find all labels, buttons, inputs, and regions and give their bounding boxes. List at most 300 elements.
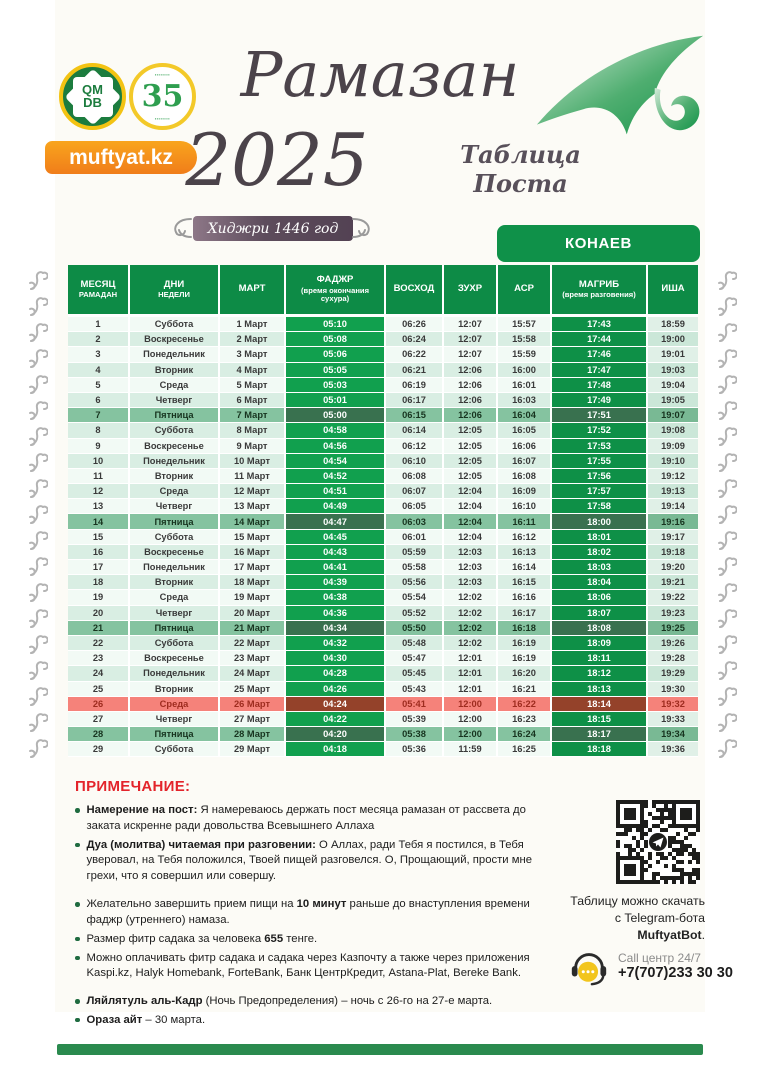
table-cell: 06:22 xyxy=(386,347,444,362)
table-cell: 12:07 xyxy=(444,317,498,332)
table-cell: 19:22 xyxy=(648,590,698,605)
table-cell: 14 xyxy=(68,514,130,529)
table-cell: 16:24 xyxy=(498,727,552,742)
table-cell: 7 xyxy=(68,408,130,423)
table-cell: 17 xyxy=(68,560,130,575)
table-cell: 05:45 xyxy=(386,666,444,681)
table-cell: 16 Март xyxy=(220,545,286,560)
table-cell: 04:54 xyxy=(286,454,386,469)
table-cell: Вторник xyxy=(130,363,220,378)
table-cell: 19:36 xyxy=(648,742,698,757)
table-cell: 05:59 xyxy=(386,545,444,560)
table-cell: 12:06 xyxy=(444,363,498,378)
table-cell: 05:41 xyxy=(386,697,444,712)
table-header-cell: МЕСЯЦ РАМАДАН xyxy=(68,265,130,317)
table-cell: 12:06 xyxy=(444,378,498,393)
call-center-label: Call центр 24/7 xyxy=(618,951,701,965)
logo-arc-text: ▪▪▪▪▪▪▪▪ xyxy=(154,72,171,77)
table-cell: 05:43 xyxy=(386,682,444,697)
table-cell: 12:01 xyxy=(444,682,498,697)
table-cell: 28 Март xyxy=(220,727,286,742)
table-cell: 17:56 xyxy=(552,469,648,484)
table-cell: 21 Март xyxy=(220,621,286,636)
table-cell: 16:12 xyxy=(498,530,552,545)
telegram-bot-name: MuftyatBot xyxy=(637,927,702,942)
note-item xyxy=(75,932,555,948)
table-cell: 05:56 xyxy=(386,575,444,590)
table-cell: 3 xyxy=(68,347,130,362)
table-cell: 17:55 xyxy=(552,454,648,469)
table-cell: 06:01 xyxy=(386,530,444,545)
table-cell: 16:14 xyxy=(498,560,552,575)
table-cell: Четверг xyxy=(130,606,220,621)
table-cell: 19:25 xyxy=(648,621,698,636)
table-cell: 19:30 xyxy=(648,682,698,697)
table-cell: Воскресенье xyxy=(130,332,220,347)
table-cell: 26 Март xyxy=(220,697,286,712)
notes-section xyxy=(75,778,555,1032)
note-text: Ляйлятуль аль-Кадр (Ночь Предопределения) – ночь с 26-го на 27-е марта. xyxy=(86,995,493,1008)
note-item xyxy=(75,951,555,983)
table-cell: 19:29 xyxy=(648,666,698,681)
table-cell: 16:23 xyxy=(498,712,552,727)
table-cell: 05:48 xyxy=(386,636,444,651)
table-cell: 17:53 xyxy=(552,439,648,454)
table-cell: 9 Март xyxy=(220,439,286,454)
table-cell: 2 Март xyxy=(220,332,286,347)
table-cell: 19:34 xyxy=(648,727,698,742)
table-cell: 11 xyxy=(68,469,130,484)
table-cell: 17:58 xyxy=(552,499,648,514)
note-item xyxy=(75,994,555,1010)
table-header-cell: ДНИ НЕДЕЛИ xyxy=(130,265,220,317)
table-cell: Суббота xyxy=(130,530,220,545)
table-cell: 04:28 xyxy=(286,666,386,681)
green-swoosh-ornament xyxy=(533,26,707,146)
table-cell: 16:07 xyxy=(498,454,552,469)
table-cell: 17:57 xyxy=(552,484,648,499)
table-cell: 16:19 xyxy=(498,636,552,651)
table-cell: 12:02 xyxy=(444,621,498,636)
telegram-line1: Таблицу можно скачать xyxy=(570,894,705,908)
table-cell: Суббота xyxy=(130,742,220,757)
table-cell: 18:13 xyxy=(552,682,648,697)
table-cell: 3 Март xyxy=(220,347,286,362)
qmdb-logo xyxy=(59,63,126,130)
table-cell: 04:26 xyxy=(286,682,386,697)
table-cell: 4 Март xyxy=(220,363,286,378)
table-cell: 06:26 xyxy=(386,317,444,332)
table-cell: 19:20 xyxy=(648,560,698,575)
table-cell: 12:07 xyxy=(444,332,498,347)
table-cell: Среда xyxy=(130,378,220,393)
table-cell: 18:06 xyxy=(552,590,648,605)
table-cell: 20 Март xyxy=(220,606,286,621)
table-cell: 18:09 xyxy=(552,636,648,651)
table-cell: 04:45 xyxy=(286,530,386,545)
table-cell: 19 xyxy=(68,590,130,605)
table-cell: 19:07 xyxy=(648,408,698,423)
table-cell: 12:02 xyxy=(444,636,498,651)
table-cell: 23 Март xyxy=(220,651,286,666)
table-cell: 13 xyxy=(68,499,130,514)
table-cell: 18:03 xyxy=(552,560,648,575)
table-cell: 05:50 xyxy=(386,621,444,636)
table-cell: 05:36 xyxy=(386,742,444,757)
table-cell: 04:38 xyxy=(286,590,386,605)
table-cell: 1 Март xyxy=(220,317,286,332)
table-cell: 19:12 xyxy=(648,469,698,484)
table-cell: 19:01 xyxy=(648,347,698,362)
table-cell: 12:01 xyxy=(444,651,498,666)
table-cell: 19:09 xyxy=(648,439,698,454)
telegram-qr-code xyxy=(616,800,700,884)
table-cell: 28 xyxy=(68,727,130,742)
fasting-schedule-table xyxy=(68,265,698,757)
table-cell: 04:36 xyxy=(286,606,386,621)
table-cell: Среда xyxy=(130,484,220,499)
table-cell: 24 xyxy=(68,666,130,681)
table-cell: 4 xyxy=(68,363,130,378)
table-cell: Понедельник xyxy=(130,560,220,575)
table-cell: 12:00 xyxy=(444,727,498,742)
table-cell: 12 xyxy=(68,484,130,499)
bullet-dot xyxy=(75,808,80,813)
table-header-cell: МАГРИБ (время разговения) xyxy=(552,265,648,317)
table-cell: 19:14 xyxy=(648,499,698,514)
table-cell: 16:09 xyxy=(498,484,552,499)
table-cell: 16:08 xyxy=(498,469,552,484)
city-button[interactable]: КОНАЕВ xyxy=(497,225,700,262)
table-cell: 04:39 xyxy=(286,575,386,590)
table-cell: Понедельник xyxy=(130,666,220,681)
table-cell: 16:04 xyxy=(498,408,552,423)
table-cell: 27 Март xyxy=(220,712,286,727)
bullet-dot xyxy=(75,999,80,1004)
table-cell: 17:49 xyxy=(552,393,648,408)
qmdb-logo-text: QM DB xyxy=(82,82,103,110)
table-cell: Четверг xyxy=(130,499,220,514)
table-cell: Воскресенье xyxy=(130,545,220,560)
table-cell: 04:52 xyxy=(286,469,386,484)
table-cell: 05:08 xyxy=(286,332,386,347)
table-header-cell: МАРТ xyxy=(220,265,286,317)
table-cell: 18:17 xyxy=(552,727,648,742)
table-cell: 16:03 xyxy=(498,393,552,408)
table-cell: 05:10 xyxy=(286,317,386,332)
table-cell: 15 xyxy=(68,530,130,545)
table-cell: 6 xyxy=(68,393,130,408)
table-cell: 18:18 xyxy=(552,742,648,757)
table-cell: 17:48 xyxy=(552,378,648,393)
table-cell: 05:39 xyxy=(386,712,444,727)
table-cell: 04:34 xyxy=(286,621,386,636)
table-cell: 15 Март xyxy=(220,530,286,545)
table-cell: 15:57 xyxy=(498,317,552,332)
year-title: 2025 xyxy=(185,118,369,202)
table-cell: Среда xyxy=(130,697,220,712)
table-cell: 19:16 xyxy=(648,514,698,529)
table-cell: 12:00 xyxy=(444,712,498,727)
table-cell: 7 Март xyxy=(220,408,286,423)
table-cell: 16:18 xyxy=(498,621,552,636)
logo-arc-text: ▪▪▪▪▪▪▪▪ xyxy=(154,116,171,121)
table-cell: 04:49 xyxy=(286,499,386,514)
table-cell: 16:10 xyxy=(498,499,552,514)
table-cell: 04:24 xyxy=(286,697,386,712)
table-cell: 04:22 xyxy=(286,712,386,727)
table-cell: 22 xyxy=(68,636,130,651)
table-cell: 05:00 xyxy=(286,408,386,423)
table-cell: 18:59 xyxy=(648,317,698,332)
table-cell: 19:10 xyxy=(648,454,698,469)
table-cell: 29 Март xyxy=(220,742,286,757)
table-cell: 15:58 xyxy=(498,332,552,347)
table-cell: Пятница xyxy=(130,727,220,742)
table-cell: 12:03 xyxy=(444,545,498,560)
table-cell: 18 Март xyxy=(220,575,286,590)
table-cell: 12:01 xyxy=(444,666,498,681)
table-cell: 06:14 xyxy=(386,423,444,438)
table-cell: Вторник xyxy=(130,469,220,484)
ribbon-flourish-left xyxy=(166,213,192,243)
table-cell: 06:12 xyxy=(386,439,444,454)
table-cell: 16:25 xyxy=(498,742,552,757)
table-cell: 19:18 xyxy=(648,545,698,560)
table-cell: 12:00 xyxy=(444,697,498,712)
table-header-cell: ИША xyxy=(648,265,698,317)
table-cell: 16:00 xyxy=(498,363,552,378)
table-cell: 17:43 xyxy=(552,317,648,332)
table-cell: Суббота xyxy=(130,423,220,438)
table-cell: 16:15 xyxy=(498,575,552,590)
table-cell: 25 Март xyxy=(220,682,286,697)
table-cell: 16:01 xyxy=(498,378,552,393)
table-header-cell: ФАДЖР (время окончания сухура) xyxy=(286,265,386,317)
telegram-line2: с Telegram-бота xyxy=(614,910,705,925)
table-cell: 05:52 xyxy=(386,606,444,621)
table-cell: 22 Март xyxy=(220,636,286,651)
table-cell: 11:59 xyxy=(444,742,498,757)
table-cell: 16:16 xyxy=(498,590,552,605)
table-cell: 8 xyxy=(68,423,130,438)
table-cell: 18:15 xyxy=(552,712,648,727)
table-cell: 19:08 xyxy=(648,423,698,438)
table-cell: Суббота xyxy=(130,317,220,332)
table-cell: 19:04 xyxy=(648,378,698,393)
table-cell: 05:01 xyxy=(286,393,386,408)
table-cell: 12:02 xyxy=(444,590,498,605)
table-cell: 06:21 xyxy=(386,363,444,378)
table-cell: 17:52 xyxy=(552,423,648,438)
table-cell: 19:33 xyxy=(648,712,698,727)
table-cell: Пятница xyxy=(130,408,220,423)
table-cell: 19:26 xyxy=(648,636,698,651)
table-cell: 12:07 xyxy=(444,347,498,362)
table-cell: 06:08 xyxy=(386,469,444,484)
table-cell: Пятница xyxy=(130,621,220,636)
table-cell: 10 Март xyxy=(220,454,286,469)
table-cell: 10 xyxy=(68,454,130,469)
table-cell: 15:59 xyxy=(498,347,552,362)
kazakh-ornament-right xyxy=(715,268,737,762)
table-cell: 19:13 xyxy=(648,484,698,499)
bullet-dot xyxy=(75,956,80,961)
table-cell: 16 xyxy=(68,545,130,560)
table-cell: 19 Март xyxy=(220,590,286,605)
table-cell: 12:04 xyxy=(444,499,498,514)
table-cell: 26 xyxy=(68,697,130,712)
table-header-cell: ЗУХР xyxy=(444,265,498,317)
table-cell: 20 xyxy=(68,606,130,621)
table-cell: 19:32 xyxy=(648,697,698,712)
table-cell: 12:05 xyxy=(444,423,498,438)
table-cell: 19:23 xyxy=(648,606,698,621)
bullet-dot xyxy=(75,937,80,942)
table-cell: 12:04 xyxy=(444,530,498,545)
bullet-dot xyxy=(75,902,80,907)
bottom-bar xyxy=(57,1044,703,1055)
table-cell: 04:47 xyxy=(286,514,386,529)
page-title: Рамазан xyxy=(240,38,520,111)
table-cell: 12:05 xyxy=(444,454,498,469)
table-cell: 12:05 xyxy=(444,469,498,484)
bullet-dot xyxy=(75,843,80,848)
table-cell: 11 Март xyxy=(220,469,286,484)
table-cell: 12:06 xyxy=(444,393,498,408)
note-text: Желательно завершить прием пищи на 10 минут раньше до внаступления времени фаджр (утреннего) намаза. xyxy=(86,898,530,926)
table-cell: 16:17 xyxy=(498,606,552,621)
table-cell: 18:11 xyxy=(552,651,648,666)
subtitle: Таблица Поста xyxy=(460,140,581,198)
table-cell: 6 Март xyxy=(220,393,286,408)
table-cell: 5 Март xyxy=(220,378,286,393)
table-cell: 06:10 xyxy=(386,454,444,469)
note-text: Ораза айт – 30 марта. xyxy=(86,1013,206,1026)
table-cell: 06:17 xyxy=(386,393,444,408)
notes-heading: ПРИМЕЧАНИЕ: xyxy=(75,778,191,795)
table-cell: 16:06 xyxy=(498,439,552,454)
table-cell: 18:12 xyxy=(552,666,648,681)
table-cell: 18:04 xyxy=(552,575,648,590)
table-cell: Пятница xyxy=(130,514,220,529)
table-cell: 16:19 xyxy=(498,651,552,666)
table-cell: Четверг xyxy=(130,393,220,408)
table-cell: 04:32 xyxy=(286,636,386,651)
muftyat-kz-badge[interactable]: muftyat.kz xyxy=(45,141,197,174)
table-cell: 04:58 xyxy=(286,423,386,438)
table-cell: 06:07 xyxy=(386,484,444,499)
table-cell: 18:02 xyxy=(552,545,648,560)
table-cell: 19:00 xyxy=(648,332,698,347)
table-cell: 12:06 xyxy=(444,408,498,423)
table-cell: 19:03 xyxy=(648,363,698,378)
table-cell: 12:04 xyxy=(444,484,498,499)
table-cell: 04:43 xyxy=(286,545,386,560)
table-cell: 27 xyxy=(68,712,130,727)
table-cell: Понедельник xyxy=(130,454,220,469)
note-text: Намерение на пост: Я намереваюсь держать пост месяца рамазан от рассвета до заката искренне ради довольства Всевышнего Аллаха xyxy=(86,804,526,832)
table-cell: 1 xyxy=(68,317,130,332)
table-cell: 21 xyxy=(68,621,130,636)
table-cell: 04:30 xyxy=(286,651,386,666)
table-cell: 12:04 xyxy=(444,514,498,529)
table-cell: 19:28 xyxy=(648,651,698,666)
anniversary-number: 35 xyxy=(141,79,184,114)
table-cell: Вторник xyxy=(130,575,220,590)
call-center-phone: +7(707)233 30 30 xyxy=(618,965,733,981)
table-header-cell: ВОСХОД xyxy=(386,265,444,317)
table-cell: 04:41 xyxy=(286,560,386,575)
table-cell: Вторник xyxy=(130,682,220,697)
hijri-ribbon: Хиджри 1446 год xyxy=(193,216,353,241)
table-cell: 05:03 xyxy=(286,378,386,393)
table-cell: 12:02 xyxy=(444,606,498,621)
table-cell: 12 Март xyxy=(220,484,286,499)
table-cell: 17:51 xyxy=(552,408,648,423)
table-cell: 17 Март xyxy=(220,560,286,575)
call-center-block xyxy=(568,945,733,987)
note-text: Дуа (молитва) читаемая при разговении: О Аллах, ради Тебя я постился, в Тебя уверовал, на Тебя положился, Твоей пищей разговелся. О, Прощающий, прости мне грехи, что я совершил или совершу. xyxy=(86,838,533,883)
table-cell: 17:46 xyxy=(552,347,648,362)
telegram-download-text: Таблицу можно скачать с Telegram-бота MuftyatBot. xyxy=(570,894,705,942)
table-cell: 05:38 xyxy=(386,727,444,742)
table-cell: 19:05 xyxy=(648,393,698,408)
table-cell: 06:19 xyxy=(386,378,444,393)
table-cell: 16:20 xyxy=(498,666,552,681)
notes-list xyxy=(75,803,555,1029)
table-cell: 9 xyxy=(68,439,130,454)
table-cell: 05:58 xyxy=(386,560,444,575)
table-cell: Воскресенье xyxy=(130,651,220,666)
table-cell: 8 Март xyxy=(220,423,286,438)
note-item xyxy=(75,838,555,885)
table-cell: 18:00 xyxy=(552,514,648,529)
table-cell: 06:05 xyxy=(386,499,444,514)
table-cell: Воскресенье xyxy=(130,439,220,454)
table-cell: 05:05 xyxy=(286,363,386,378)
table-header-cell: АСР xyxy=(498,265,552,317)
table-cell: Суббота xyxy=(130,636,220,651)
table-cell: 12:05 xyxy=(444,439,498,454)
table-cell: 16:13 xyxy=(498,545,552,560)
kazakh-ornament-left xyxy=(26,268,48,762)
table-cell: 06:15 xyxy=(386,408,444,423)
table-cell: 05:54 xyxy=(386,590,444,605)
note-item xyxy=(75,803,555,835)
table-cell: 17:44 xyxy=(552,332,648,347)
bullet-dot xyxy=(75,1018,80,1023)
table-cell: 13 Март xyxy=(220,499,286,514)
table-cell: 12:03 xyxy=(444,560,498,575)
note-item xyxy=(75,897,555,929)
table-cell: Четверг xyxy=(130,712,220,727)
table-cell: 12:03 xyxy=(444,575,498,590)
table-cell: 18:01 xyxy=(552,530,648,545)
table-cell: 18 xyxy=(68,575,130,590)
table-cell: 16:21 xyxy=(498,682,552,697)
note-item xyxy=(75,1013,555,1029)
table-cell: 18:14 xyxy=(552,697,648,712)
table-cell: 16:22 xyxy=(498,697,552,712)
table-cell: 04:18 xyxy=(286,742,386,757)
table-cell: 04:20 xyxy=(286,727,386,742)
table-cell: 5 xyxy=(68,378,130,393)
note-text: Можно оплачивать фитр садака и садака через Казпочту а также через приложения Kaspi.kz, Halyk Homebank, ForteBank, Банк ЦентрКредит, Astana-Plat, Bereke Bank. xyxy=(86,951,530,980)
table-cell: Понедельник xyxy=(130,347,220,362)
ribbon-flourish-right xyxy=(352,213,378,243)
table-cell: 16:05 xyxy=(498,423,552,438)
